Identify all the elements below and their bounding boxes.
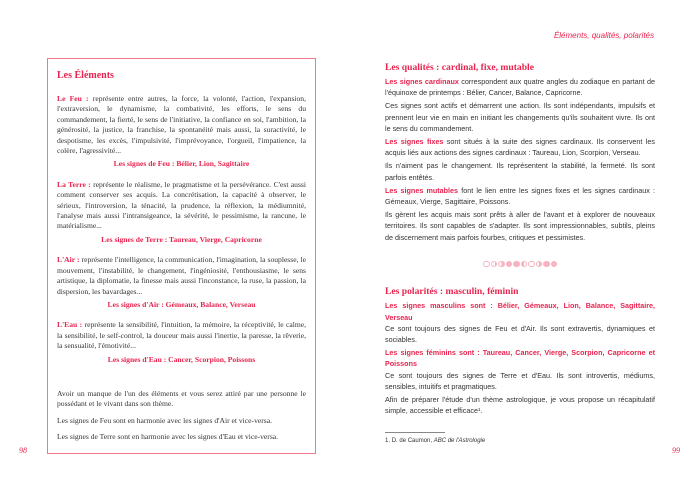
qualities-title: Les qualités : cardinal, fixe, mutable bbox=[385, 62, 534, 73]
footnote-number: 1. bbox=[385, 438, 391, 444]
mutable-text: font le lien entre les signes fixes et les signes cardinaux : Gémeaux, Vierge, Sagittaire, Poissons. bbox=[385, 185, 656, 207]
footnote-rule bbox=[385, 432, 445, 433]
elements-frame bbox=[47, 58, 316, 454]
moon-phase-ornament bbox=[385, 261, 655, 268]
right-column bbox=[385, 61, 655, 418]
harmony-earth-water: Les signes de Terre sont en harmonie avec les signes d'Eau et vice-versa. bbox=[57, 432, 279, 442]
fixed-para bbox=[385, 136, 655, 158]
feminine-label: Les signes féminins sont : Taureau, Cancer, Vierge, Scorpion, Capricorne et Poissons bbox=[385, 348, 655, 369]
water-label: L'Eau : bbox=[57, 320, 83, 330]
footnote-title: ABC de l'Astrologie bbox=[433, 438, 486, 444]
elements-title: Les Éléments bbox=[57, 70, 114, 81]
fire-label: Le Feu : bbox=[57, 94, 89, 103]
masculine-para bbox=[385, 300, 655, 345]
mutable-label: Les signes mutables bbox=[385, 185, 459, 195]
moon-icon bbox=[543, 261, 550, 268]
moon-icon bbox=[536, 261, 543, 268]
moon-icon bbox=[521, 261, 528, 268]
mutable-traits: Ils gèrent les acquis mais sont prêts à aller de l'avant et à explorer de nouveaux territoires. Ils sont capables de s'adapter. Ils sont impressionnables, subtils, pleins de discernement mais parfois fourbes, critiques et pessimistes. bbox=[385, 210, 655, 242]
air-text: représente l'intelligence, la communication, l'imagination, la souplesse, le mouvement, l'instabilité, le changement, l'ingéniosité, l'enthousiasme, le sens artistique, la diplomatie, la finesse mais aussi l'inconstance, la ruse, la passion, la dispersion, les bavardages... bbox=[57, 255, 306, 296]
water-signs: Les signes d'Eau : Cancer, Scorpion, Poissons bbox=[107, 354, 256, 364]
earth-label: La Terre : bbox=[57, 179, 91, 189]
feminine-text: Ce sont toujours des signes de Terre et d'Eau. Ils sont introvertis, médiums, sensibles, intuitifs et pragmatiques. bbox=[385, 370, 655, 391]
moon-icon bbox=[528, 261, 535, 268]
water-text: représente la sensibilité, l'intuition, la mémoire, la réceptivité, le calme, la sensibilité, le self-control, la douceur mais aussi l'inertie, la paresse, la rêverie, la sensualité, l'émotivité... bbox=[57, 320, 307, 351]
mutable-para bbox=[385, 185, 655, 207]
element-water bbox=[57, 320, 306, 351]
elements-note: Avoir un manque de l'un des éléments et vous serez attiré par une personne le possédant et le vivant dans son thème. bbox=[57, 388, 306, 409]
fixed-traits: Ils n'aiment pas le changement. Ils représentent la stabilité, la fermeté. Ils sont parfois entêtés. bbox=[385, 161, 655, 182]
cardinal-para bbox=[385, 76, 655, 98]
closing-para: Afin de préparer l'étude d'un thème astrologique, je vous propose un récapitulatif simple, accessible et efficace¹. bbox=[385, 394, 655, 416]
fixed-label: Les signes fixes bbox=[385, 137, 444, 147]
fire-signs: Les signes de Feu : Bélier, Lion, Sagittaire bbox=[113, 159, 250, 169]
air-signs: Les signes d'Air : Gémeaux, Balance, Verseau bbox=[107, 299, 256, 309]
moon-icon bbox=[498, 261, 505, 268]
running-header: Éléments, qualités, polarités bbox=[553, 31, 654, 40]
cardinal-label: Les signes cardinaux bbox=[385, 77, 459, 86]
footnote bbox=[385, 437, 485, 445]
masculine-text: Ce sont toujours des signes de Feu et d'Air. Ils sont extravertis, dynamiques et sociables. bbox=[385, 323, 655, 344]
moon-icon bbox=[506, 261, 513, 268]
page-number-left: 98 bbox=[19, 446, 27, 455]
element-fire bbox=[57, 94, 306, 156]
fire-text: représente entre autres, la force, la volonté, l'action, l'expansion, l'extraversion, le dynamisme, la combativité, les efforts, le sens du commandement, la fierté, le sens de l'initiative, la confiance en soi, l'ambition, la générosité, la justice, la franchise, la spontanéité mais aussi, la suractivité, le despotisme, les excès, l'impulsivité, l'imprévoyance, l'orgueil, l'impatience, la colère, l'agressivité... bbox=[57, 94, 306, 156]
moon-icon bbox=[483, 261, 490, 268]
footnote-author: D. de Caumon, bbox=[391, 438, 433, 444]
masculine-label: Les signes masculins sont : Bélier, Gémeaux, Lion, Balance, Sagittaire, Verseau bbox=[385, 301, 655, 322]
page-number-right: 99 bbox=[672, 446, 680, 455]
air-label: L'Air : bbox=[57, 255, 80, 265]
fixed-text: sont situés à la suite des signes cardinaux. Ils conservent les acquis liés aux actions des signes cardinaux : Taureau, Lion, Scorpion, Verseau. bbox=[385, 137, 656, 158]
harmony-fire-air: Les signes de Feu sont en harmonie avec les signes d'Air et vice-versa. bbox=[57, 415, 272, 425]
polarities-title: Les polarités : masculin, féminin bbox=[385, 286, 519, 298]
element-earth bbox=[57, 180, 306, 232]
earth-signs: Les signes de Terre : Taureau, Vierge, Capricorne bbox=[101, 234, 262, 244]
cardinal-traits: Ces signes sont actifs et démarrent une action. Ils sont indépendants, impulsifs et prennent leur vie en main en initiant les changements qu'ils souhaitent vivre. Ils ont le sens du commandement. bbox=[385, 101, 655, 133]
cardinal-text: correspondent aux quatre angles du zodiaque en partant de l'équinoxe de printemps : Bélier, Cancer, Balance, Capricorne. bbox=[385, 77, 655, 98]
element-air bbox=[57, 255, 306, 297]
earth-text: représente le réalisme, le pragmatisme et la persévérance. C'est aussi comment conserver ses acquis. La concrétisation, la capacité à observer, le sérieux, l'introversion, la ténacité, la prudence, la réflexion, la médiumnité, l'analyse mais aussi l'intransigeance, la sévérité, le pessimisme, la rancune, le matérialisme... bbox=[57, 179, 306, 231]
moon-icon bbox=[551, 261, 558, 268]
feminine-para bbox=[385, 347, 655, 392]
moon-icon bbox=[491, 261, 498, 268]
moon-icon bbox=[513, 261, 520, 268]
